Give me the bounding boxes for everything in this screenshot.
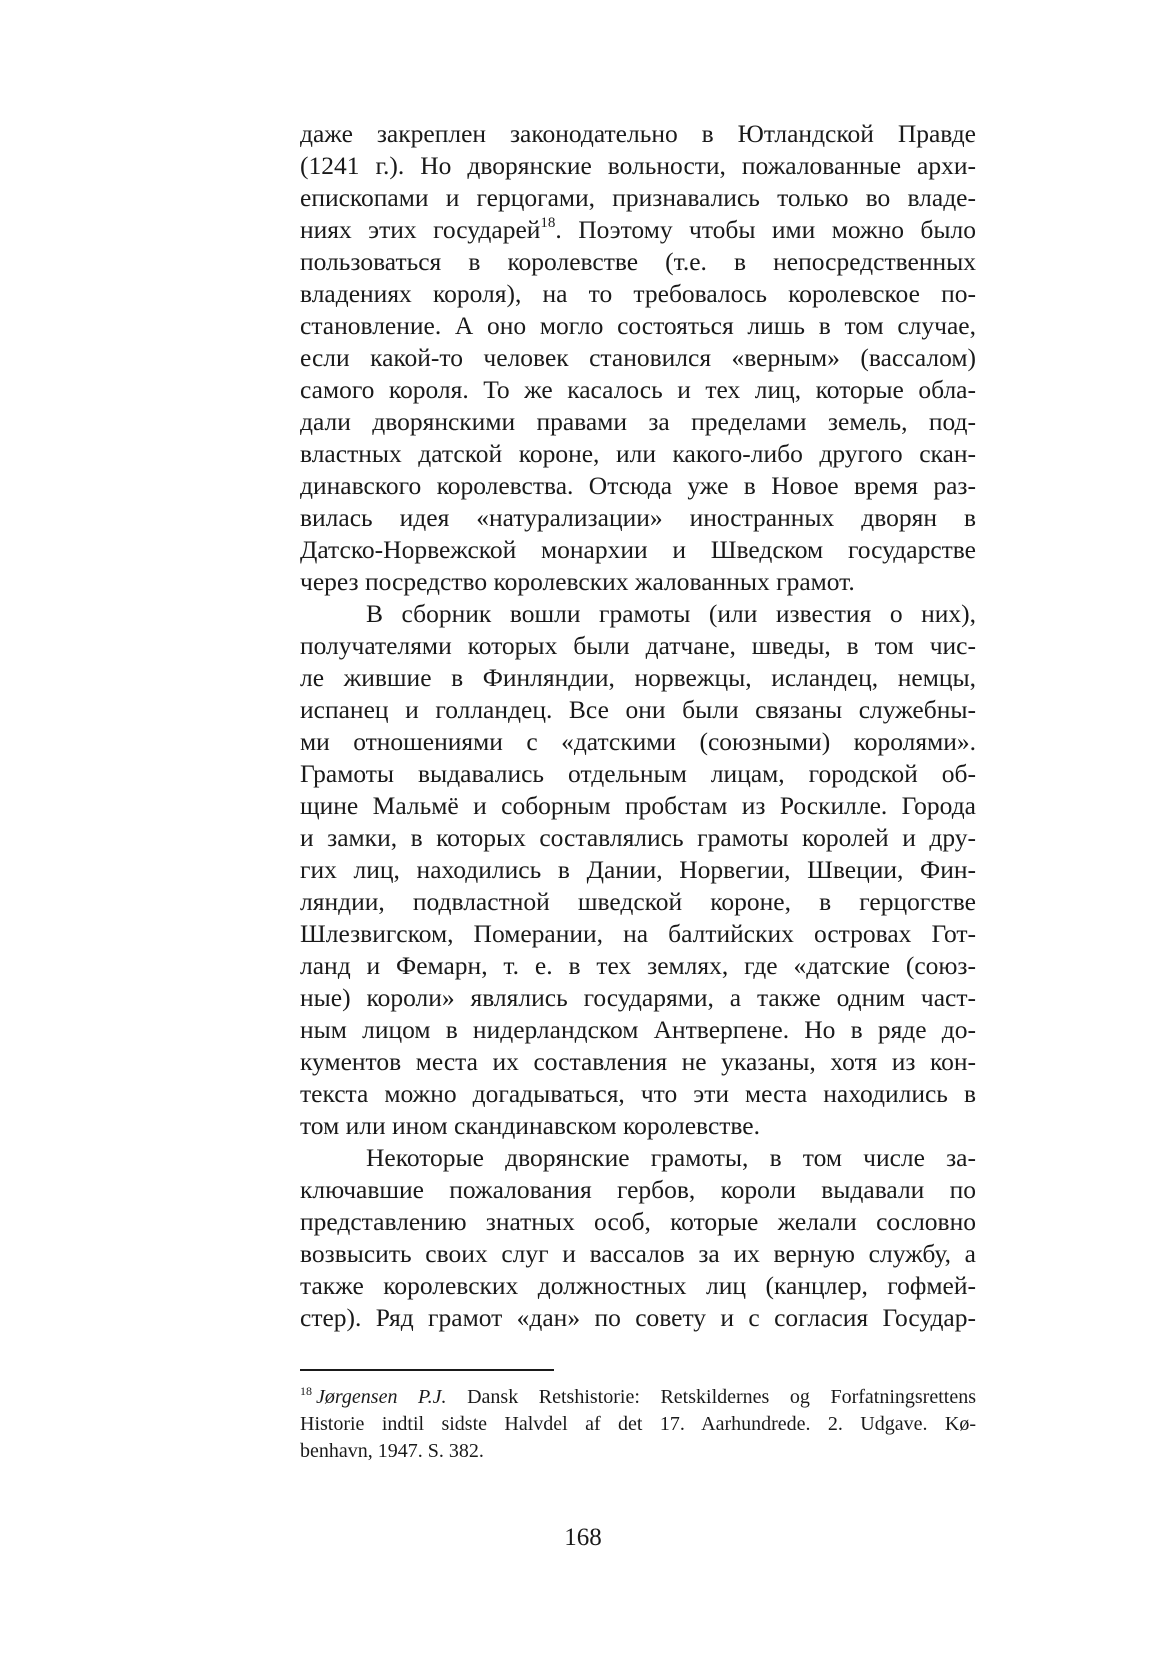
text-line: также королевских должностных лиц (канцлер, гофмей-: [300, 1271, 976, 1300]
text-line: Датско-Норвежской монархии и Шведском государстве: [300, 535, 976, 564]
text-line: ключавшие пожалования гербов, короли выдавали по: [300, 1175, 976, 1204]
footnote-divider: [300, 1369, 554, 1371]
text-line: динавского королевства. Отсюда уже в Новое время раз-: [300, 471, 976, 500]
text-line: ле жившие в Финляндии, норвежцы, исландец, немцы,: [300, 663, 976, 692]
text-line: гих лиц, находились в Дании, Норвегии, Швеции, Фин-: [300, 855, 976, 884]
text-line: (1241 г.). Но дворянские вольности, пожалованные архи-: [300, 151, 976, 180]
text-line: Грамоты выдавались отдельным лицам, городской об-: [300, 759, 976, 788]
footnote-line: benhavn, 1947. S. 382.: [300, 1440, 484, 1462]
text-line: ляндии, подвластной шведской короне, в герцогстве: [300, 887, 976, 916]
text-line-with-footnote-ref: [300, 214, 976, 246]
text-line: текста можно догадываться, что эти места находились в: [300, 1079, 976, 1108]
text-line: если какой-то человек становился «верным» (вассалом): [300, 343, 976, 372]
text-line: вилась идея «натурализации» иностранных дворян в: [300, 503, 976, 532]
footnote: [300, 1384, 976, 1465]
text-line: епископами и герцогами, признавались только во владе-: [300, 183, 976, 212]
footnote-line: [300, 1384, 976, 1411]
text-line: ным лицом в нидерландском Антверпене. Но в ряде до-: [300, 1015, 976, 1044]
text-line: становление. А оно могло состояться лишь в том случае,: [300, 311, 976, 340]
text-line: и замки, в которых составлялись грамоты королей и дру-: [300, 823, 976, 852]
text-line: стер). Ряд грамот «дан» по совету и с согласия Государ-: [300, 1303, 976, 1332]
text-line: Некоторые дворянские грамоты, в том числе за-: [366, 1143, 976, 1172]
text-line: щине Мальмё и соборным пробстам из Роскилле. Города: [300, 791, 976, 820]
text-fragment: ниях этих государей: [300, 215, 541, 244]
footnote-reference[interactable]: 18: [540, 215, 556, 231]
text-line: том или ином скандинавском королевстве.: [300, 1111, 760, 1140]
footnote-line: Historie indtil sidste Halvdel af det 17. Aarhundrede. 2. Udgave. Kø-: [300, 1413, 976, 1435]
footnote-author: Jørgensen P.J.: [316, 1386, 447, 1408]
text-line: возвысить своих слуг и вассалов за их верную службу, а: [300, 1239, 976, 1268]
text-line: получателями которых были датчане, шведы, в том чис-: [300, 631, 976, 660]
text-line: властных датской короне, или какого-либо другого скан-: [300, 439, 976, 468]
text-line: испанец и голландец. Все они были связаны служебны-: [300, 695, 976, 724]
text-line: владениях короля), на то требовалось королевское по-: [300, 279, 976, 308]
text-line: ми отношениями с «датскими (союзными) королями».: [300, 727, 976, 756]
body-text: [300, 118, 976, 1334]
footnote-marker: 18: [300, 1384, 312, 1398]
text-line: дали дворянскими правами за пределами земель, под-: [300, 407, 976, 436]
text-line: пользоваться в королевстве (т.е. в непосредственных: [300, 247, 976, 276]
text-fragment: Dansk Retshistorie: Retskildernes og Forfatningsrettens: [446, 1386, 976, 1408]
text-line: представлению знатных особ, которые желали сословно: [300, 1207, 976, 1236]
text-line: В сборник вошли грамоты (или известия о них),: [366, 599, 976, 628]
text-line: Шлезвигском, Померании, на балтийских островах Гот-: [300, 919, 976, 948]
text-line: ланд и Фемарн, т. е. в тех землях, где «датские (союз-: [300, 951, 976, 980]
text-line: через посредство королевских жалованных грамот.: [300, 567, 855, 596]
text-line: кументов места их составления не указаны, хотя из кон-: [300, 1047, 976, 1076]
text-fragment: . Поэтому чтобы ими можно было: [555, 215, 976, 244]
text-line: самого короля. То же касалось и тех лиц, которые обла-: [300, 375, 976, 404]
page-number: 168: [564, 1524, 602, 1551]
text-line: даже закреплен законодательно в Ютландской Правде: [300, 119, 976, 148]
text-line: ные) короли» являлись государями, а также одним част-: [300, 983, 976, 1012]
